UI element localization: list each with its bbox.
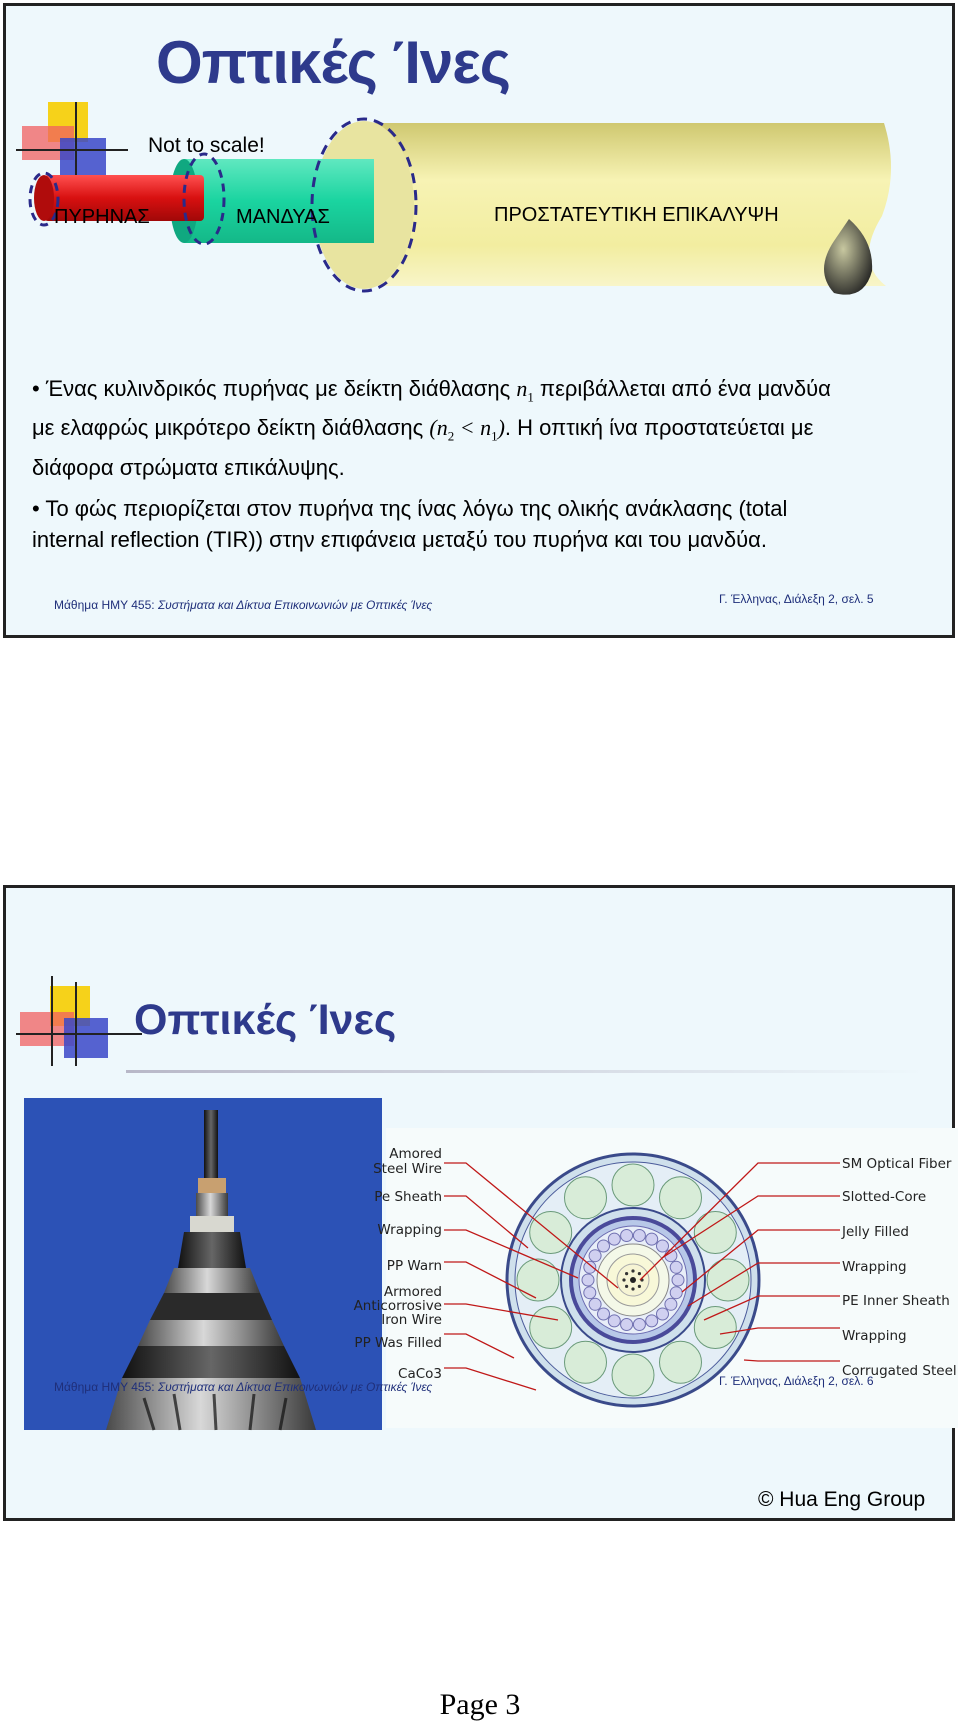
- cross-section: [507, 1154, 759, 1406]
- label-slotted-core: Slotted-Core: [842, 1189, 927, 1205]
- core-label: ΠΥΡΗΝΑΣ: [54, 206, 150, 228]
- cladding-label: ΜΑΝΔΥΑΣ: [236, 206, 330, 228]
- label-pp-warn: PP Warn: [386, 1258, 442, 1274]
- slide-title: Οπτικές Ίνες: [134, 996, 397, 1044]
- title-underline: [126, 1070, 926, 1073]
- label-corrugated-steel: Corrugated Steel: [842, 1363, 957, 1379]
- cladding-layer: [184, 159, 374, 243]
- label-jelly-filled: Jelly Filled: [842, 1224, 909, 1240]
- label-iron-wire: Iron Wire: [381, 1312, 442, 1328]
- bullet-1: • Ένας κυλινδρικός πυρήνας με δείκτη διάθλασης $n_1$ περιβάλλεται από ένα μανδύα με ελαφρώς μικρότερο δείκτη διάθλασης $(n_2 < n_1)$. Η οπτική ίνα προστατεύεται με διάφορα στρώματα επικάλυψης.: [32, 376, 831, 480]
- not-to-scale-note: Not to scale!: [148, 134, 265, 157]
- page-number: Page 3: [439, 1688, 521, 1721]
- label-wrapping-right-1: Wrapping: [842, 1259, 907, 1275]
- label-pe-inner-sheath: PE Inner Sheath: [842, 1293, 950, 1309]
- footer-author: Γ. Έλληνας, Διάλεξη 2, σελ. 6: [719, 1374, 874, 1388]
- copyright-note: © Hua Eng Group: [758, 1488, 926, 1511]
- label-armored: Armored: [383, 1284, 442, 1300]
- slide-6: [3, 885, 955, 1521]
- coating-label: ΠΡΟΣΤΑΤΕΥΤΙΚΗ ΕΠΙΚΑΛΥΨΗ: [494, 204, 779, 226]
- fiber-structure-diagram: [24, 111, 904, 326]
- label-pe-sheath: Pe Sheath: [374, 1189, 442, 1205]
- footer-course: Μάθημα ΗΜΥ 455: Συστήματα και Δίκτυα Επικοινωνιών με Οπτικές Ίνες: [54, 598, 433, 612]
- footer-author: Γ. Έλληνας, Διάλεξη 2, σελ. 5: [719, 592, 874, 606]
- bullet-2: • Το φώς περιορίζεται στον πυρήνα της ίνας λόγω της ολικής ανάκλασης (total internal reflection (TIR)) στην επιφάνεια μεταξύ του πυρήνα και του μανδύα.: [32, 496, 788, 552]
- label-wrapping-right-2: Wrapping: [842, 1328, 907, 1344]
- label-sm-optical-fiber: SM Optical Fiber: [842, 1156, 952, 1172]
- footer-course: Μάθημα ΗΜΥ 455: Συστήματα και Δίκτυα Επικοινωνιών με Οπτικές Ίνες: [54, 1380, 433, 1394]
- label-steel-wire: Steel Wire: [373, 1161, 442, 1177]
- slide-5: [3, 3, 955, 638]
- label-wrapping-left: Wrapping: [377, 1222, 442, 1238]
- label-pp-was-filled: PP Was Filled: [354, 1335, 442, 1351]
- slide-logo-icon: [16, 976, 146, 1068]
- label-anticorrosive: Anticorrosive: [353, 1298, 442, 1314]
- label-amored: Amored: [389, 1146, 442, 1162]
- label-caco3: CaCo3: [398, 1366, 442, 1382]
- slide-title: Οπτικές Ίνες: [156, 29, 510, 96]
